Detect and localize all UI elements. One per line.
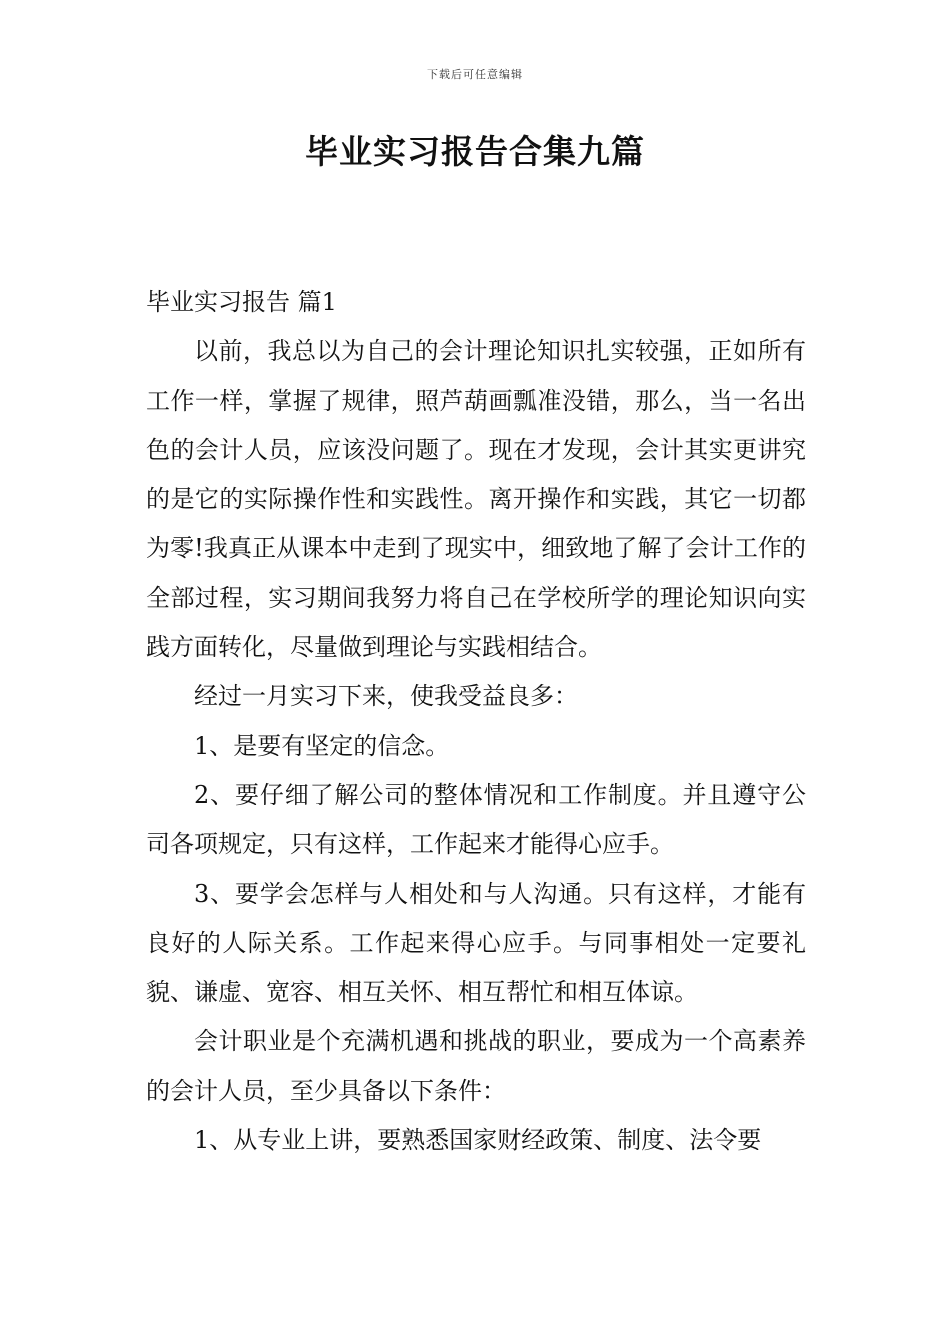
document-title: 毕业实习报告合集九篇 — [305, 132, 645, 171]
paragraph: 会计职业是个充满机遇和挑战的职业，要成为一个高素养的会计人员，至少具备以下条件： — [146, 1027, 806, 1105]
paragraph: 1、从专业上讲，要熟悉国家财经政策、制度、法令要 — [194, 1126, 762, 1155]
paragraph: 2、要仔细了解公司的整体情况和工作制度。并且遵守公司各项规定，只有这样，工作起来才能得心应手。 — [146, 780, 806, 859]
paragraph: 3、要学会怎样与人相处和与人沟通。只有这样，才能有良好的人际关系。工作起来得心应手。与同事相处一定要礼貌、谦虚、宽容、相互关怀、相互帮忙和相互体谅。 — [146, 879, 806, 1007]
paragraph: 经过一月实习下来，使我受益良多： — [194, 682, 578, 711]
section-heading: 毕业实习报告 篇1 — [146, 288, 337, 316]
paragraph: 1、是要有坚定的信念。 — [194, 731, 450, 760]
document-body — [146, 278, 806, 1165]
paragraph: 以前，我总以为自己的会计理论知识扎实较强，正如所有工作一样，掌握了规律，照芦葫画瓢准没错，那么，当一名出色的会计人员，应该没问题了。现在才发现，会计其实更讲究的是它的实际操作性和实践性。离开操作和实践，其它一切都为零!我真正从课本中走到了现实中，细致地了解了会计工作的全部过程，实习期间我努力将自己在学校所学的理论知识向实践方面转化，尽量做到理论与实践相结合。 — [146, 337, 806, 662]
header-note: 下载后可任意编辑 — [427, 68, 523, 81]
